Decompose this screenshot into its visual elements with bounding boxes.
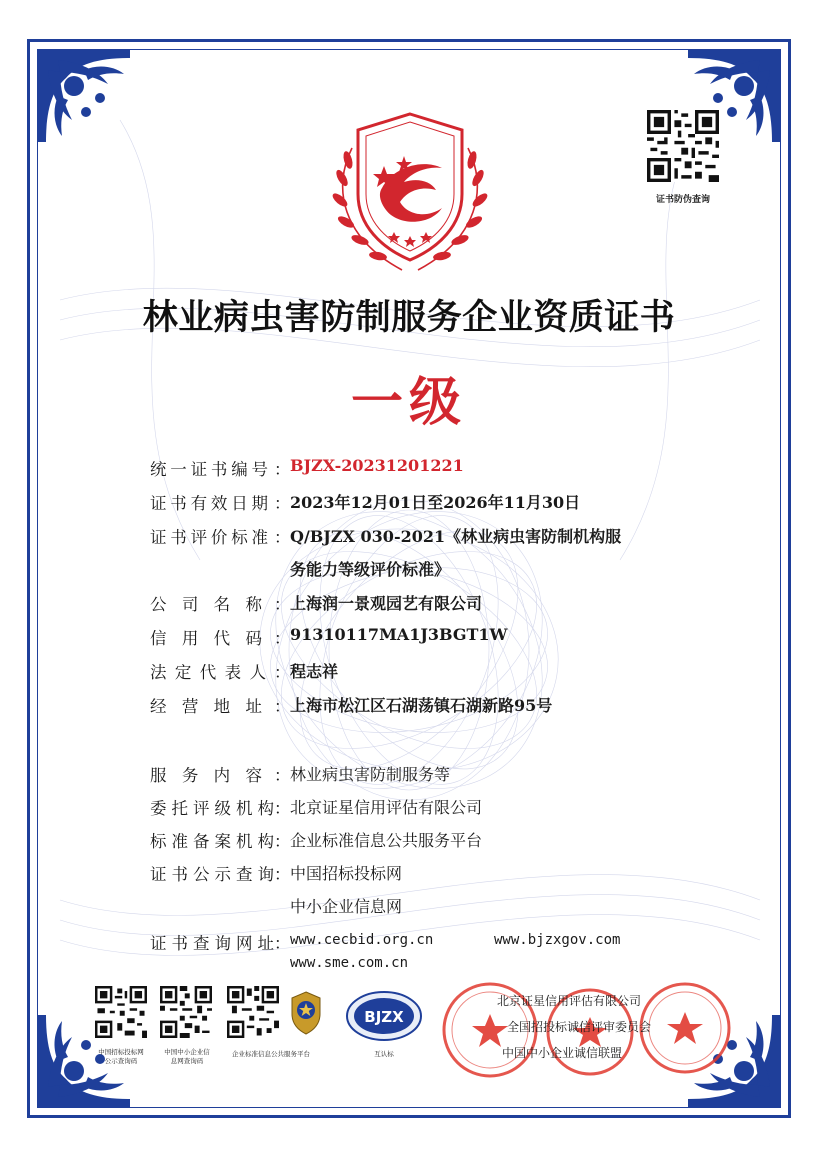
query-url-3[interactable]: www.sme.com.cn <box>290 955 409 971</box>
bjzx-badge-text: BJZX <box>364 1008 404 1026</box>
anti-counterfeit-qr-code[interactable] <box>647 110 719 182</box>
query-url-2[interactable]: www.bjzxgov.com <box>494 932 621 948</box>
national-emblem-icon <box>288 990 324 1036</box>
address-value: 上海市松江区石湖荡镇石湖新路95号 <box>290 696 553 715</box>
service-value: 林业病虫害防制服务等 <box>290 765 451 784</box>
filing-org-value: 企业标准信息公共服务平台 <box>290 831 483 850</box>
qr-code-standard-platform[interactable] <box>227 986 279 1038</box>
credit-code-value: 91310117MA1J3BGT1W <box>290 625 508 644</box>
qr-standard-platform-label: 企业标准信息公共服务平台 <box>232 1050 310 1058</box>
issuer-line-2: 全国招投标诚信评审委员会 <box>507 1020 652 1034</box>
certificate-title: 林业病虫害防制服务企业资质证书 <box>142 297 676 338</box>
validity-label: 证书有效日期 <box>150 494 268 513</box>
service-label: 服务内容 <box>150 766 262 785</box>
public-query-value-2: 中小企业信息网 <box>290 897 403 916</box>
qr-code-cecbid[interactable] <box>95 986 147 1038</box>
rating-org-label: 委托评级机构 <box>150 799 274 818</box>
company-value: 上海润一景观园艺有限公司 <box>290 594 483 613</box>
company-label: 公司名称 <box>150 595 262 614</box>
cert-no-label: 统一证书编号 <box>150 460 268 479</box>
corner-ornament-top-left <box>38 50 130 142</box>
legal-rep-value: 程志祥 <box>290 662 339 681</box>
address-label: 经营地址 <box>150 697 262 716</box>
standard-value-line1: Q/BJZX 030-2021《林业病虫害防制机构服 <box>290 527 622 546</box>
cert-no-value: BJZX-20231201221 <box>290 456 464 475</box>
legal-rep-label: 法定代表人 <box>150 663 266 682</box>
bjzx-mutual-recognition-badge <box>345 990 423 1044</box>
public-query-label: 证书公示查询 <box>150 865 274 884</box>
qr-cecbid-label: 中国招标投标网 公示查询码 <box>98 1048 144 1065</box>
filing-org-label: 标准备案机构 <box>150 832 274 851</box>
qr-sme-label: 中国中小企业信 息网查询码 <box>164 1048 210 1065</box>
query-url-label: 证书查询网址 <box>150 934 274 953</box>
certificate-level: 一级 <box>350 372 467 433</box>
shield-laurel-emblem-icon <box>312 108 508 280</box>
validity-value: 2023年12月01日至2026年11月30日 <box>290 493 581 512</box>
rating-org-value: 北京证星信用评估有限公司 <box>290 798 483 817</box>
issuer-line-1: 北京证星信用评估有限公司 <box>497 994 642 1008</box>
credit-code-label: 信用代码 <box>150 629 262 648</box>
qr-top-label: 证书防伪查询 <box>655 195 710 205</box>
query-url-1[interactable]: www.cecbid.org.cn <box>290 932 434 948</box>
standard-value-line2: 务能力等级评价标准》 <box>290 560 451 579</box>
public-query-value-1: 中国招标投标网 <box>290 864 403 883</box>
standard-label: 证书评价标准 <box>150 528 268 547</box>
issuer-line-3: 中国中小企业诚信联盟 <box>502 1046 623 1060</box>
qr-code-sme[interactable] <box>160 986 212 1038</box>
bjzx-badge-label: 互认标 <box>374 1050 394 1058</box>
